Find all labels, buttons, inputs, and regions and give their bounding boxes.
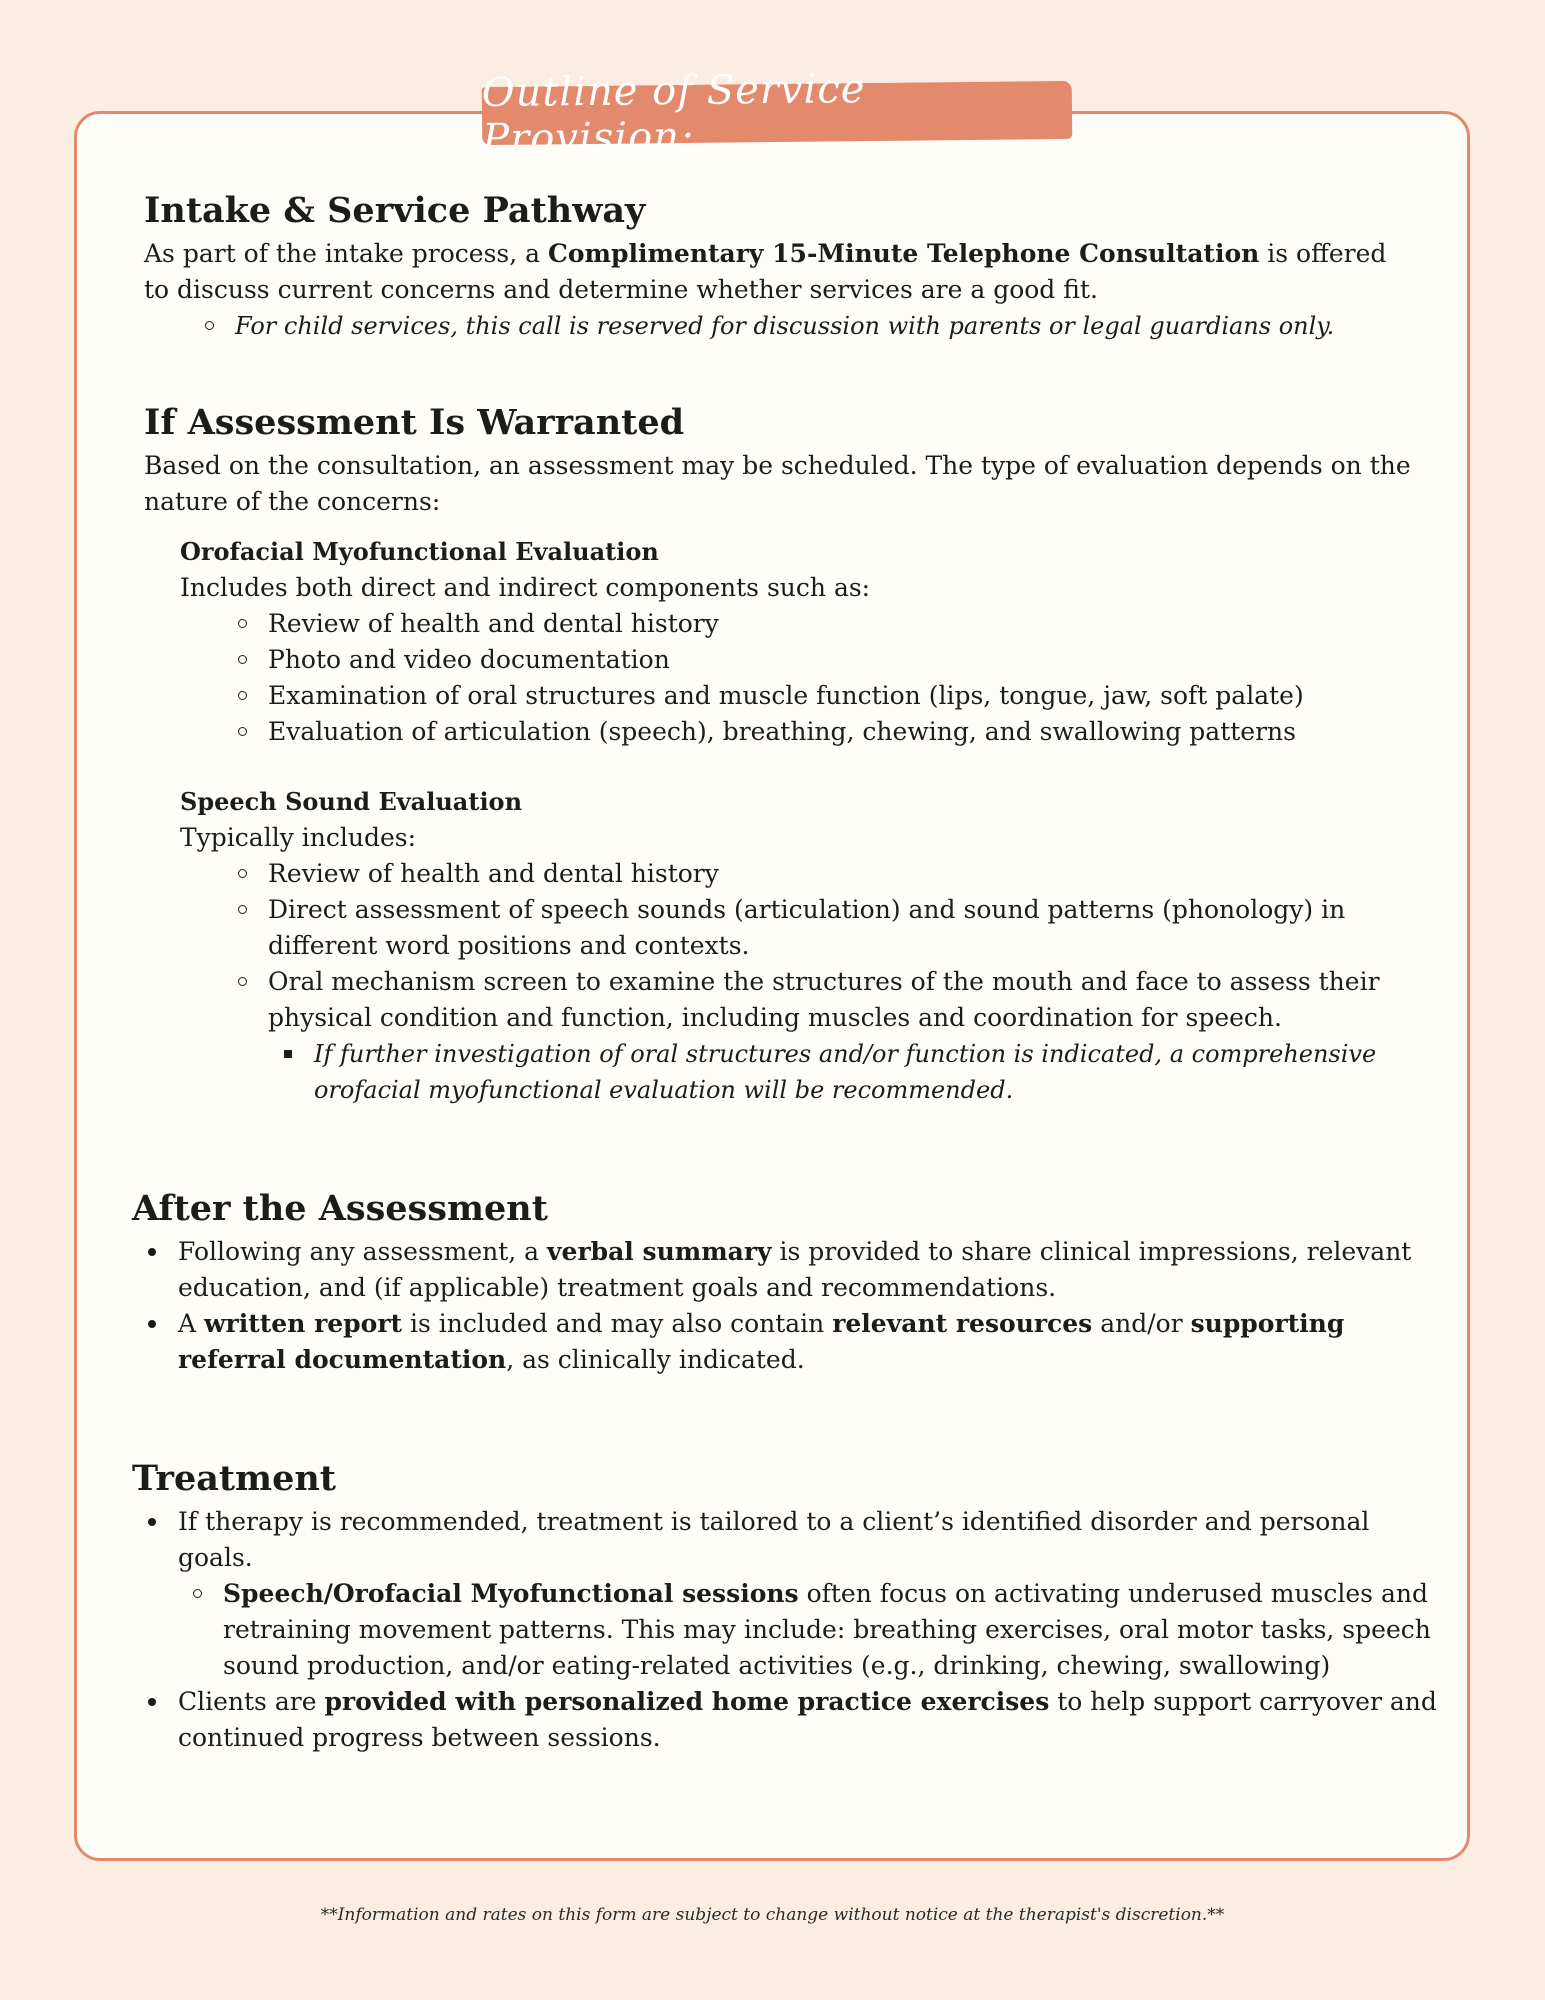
intake-heading: Intake & Service Pathway [144, 190, 646, 231]
footer-disclaimer: **Information and rates on this form are subject to change without notice at the therapist's discretion.** [320, 1905, 1225, 1925]
list-item: A written report is included and may also contain relevant resources and/or supporting referral documentation, as clinically indicated. [178, 1306, 1418, 1378]
after-heading: After the Assessment [132, 1188, 548, 1229]
after-section [132, 1184, 1444, 1378]
ofm-evaluation-block [180, 534, 1444, 750]
speech-title: Speech Sound Evaluation [180, 787, 523, 816]
ofm-intro: Includes both direct and indirect components such as: [180, 573, 871, 602]
list-item: Direct assessment of speech sounds (articulation) and sound patterns (phonology) in different word positions and contexts. [268, 892, 1398, 964]
list-item: Oral mechanism screen to examine the structures of the mouth and face to assess their physical condition and function, including muscles and coordination for speech. If further investigation of oral structures and/or function is indicated, a comprehensive orofacial myofunctional evaluation will be recommended. [268, 964, 1398, 1108]
list-item: Review of health and dental history [268, 856, 1398, 892]
assessment-heading: If Assessment Is Warranted [144, 402, 685, 443]
title-banner [481, 66, 1073, 163]
speech-intro: Typically includes: [180, 823, 417, 852]
consultation-highlight: Complimentary 15-Minute Telephone Consultation [547, 239, 1260, 268]
list-item: Review of health and dental history [268, 606, 1444, 642]
ofm-title: Orofacial Myofunctional Evaluation [180, 537, 659, 566]
document-body [132, 186, 1444, 1756]
treatment-heading: Treatment [132, 1458, 336, 1499]
assessment-intro: Based on the consultation, an assessment may be scheduled. The type of evaluation depends on the nature of the concerns: [144, 451, 1411, 516]
intake-note-list [235, 308, 1444, 344]
treatment-list [178, 1504, 1448, 1756]
list-item: If therapy is recommended, treatment is tailored to a client’s identified disorder and personal goals. Speech/Orofacial Myofunctional sessions often focus on activating underused muscles and retraining movement patterns. This may include: breathing exercises, oral motor tasks, speech sound production, and/or eating-related activities (e.g., drinking, chewing, swallowing) [178, 1504, 1448, 1684]
list-item: Clients are provided with personalized home practice exercises to help support carryover and continued progress between sessions. [178, 1684, 1448, 1756]
speech-subnote-list [314, 1036, 1384, 1108]
speech-list [268, 856, 1398, 1108]
treatment-sub-list [223, 1576, 1433, 1684]
speech-evaluation-block [180, 784, 1444, 1108]
list-item: Following any assessment, a verbal summary is provided to share clinical impressions, relevant education, and (if applicable) treatment goals and recommendations. [178, 1234, 1418, 1306]
banner-title: Outline of Service Provision: [481, 66, 866, 163]
list-item: Speech/Orofacial Myofunctional sessions often focus on activating underused muscles and retraining movement patterns. This may include: breathing exercises, oral motor tasks, speech sound production, and/or eating-related activities (e.g., drinking, chewing, swallowing) [223, 1576, 1433, 1684]
after-list [178, 1234, 1418, 1378]
intake-paragraph: As part of the intake process, a Complimentary 15-Minute Telephone Consultation is offered to discuss current concerns and determine whether services are a good fit. [144, 239, 1387, 304]
list-item: Examination of oral structures and muscle function (lips, tongue, jaw, soft palate) [268, 678, 1444, 714]
speech-subnote: If further investigation of oral structures and/or function is indicated, a comprehensive orofacial myofunctional evaluation will be recommended. [314, 1036, 1384, 1108]
intake-note: For child services, this call is reserved for discussion with parents or legal guardians only. [235, 308, 1444, 344]
assessment-section [144, 398, 1444, 1108]
intake-section [144, 186, 1444, 344]
treatment-section [132, 1454, 1444, 1756]
list-item: Photo and video documentation [268, 642, 1444, 678]
list-item: Evaluation of articulation (speech), breathing, chewing, and swallowing patterns [268, 714, 1444, 750]
ofm-list [268, 606, 1444, 750]
